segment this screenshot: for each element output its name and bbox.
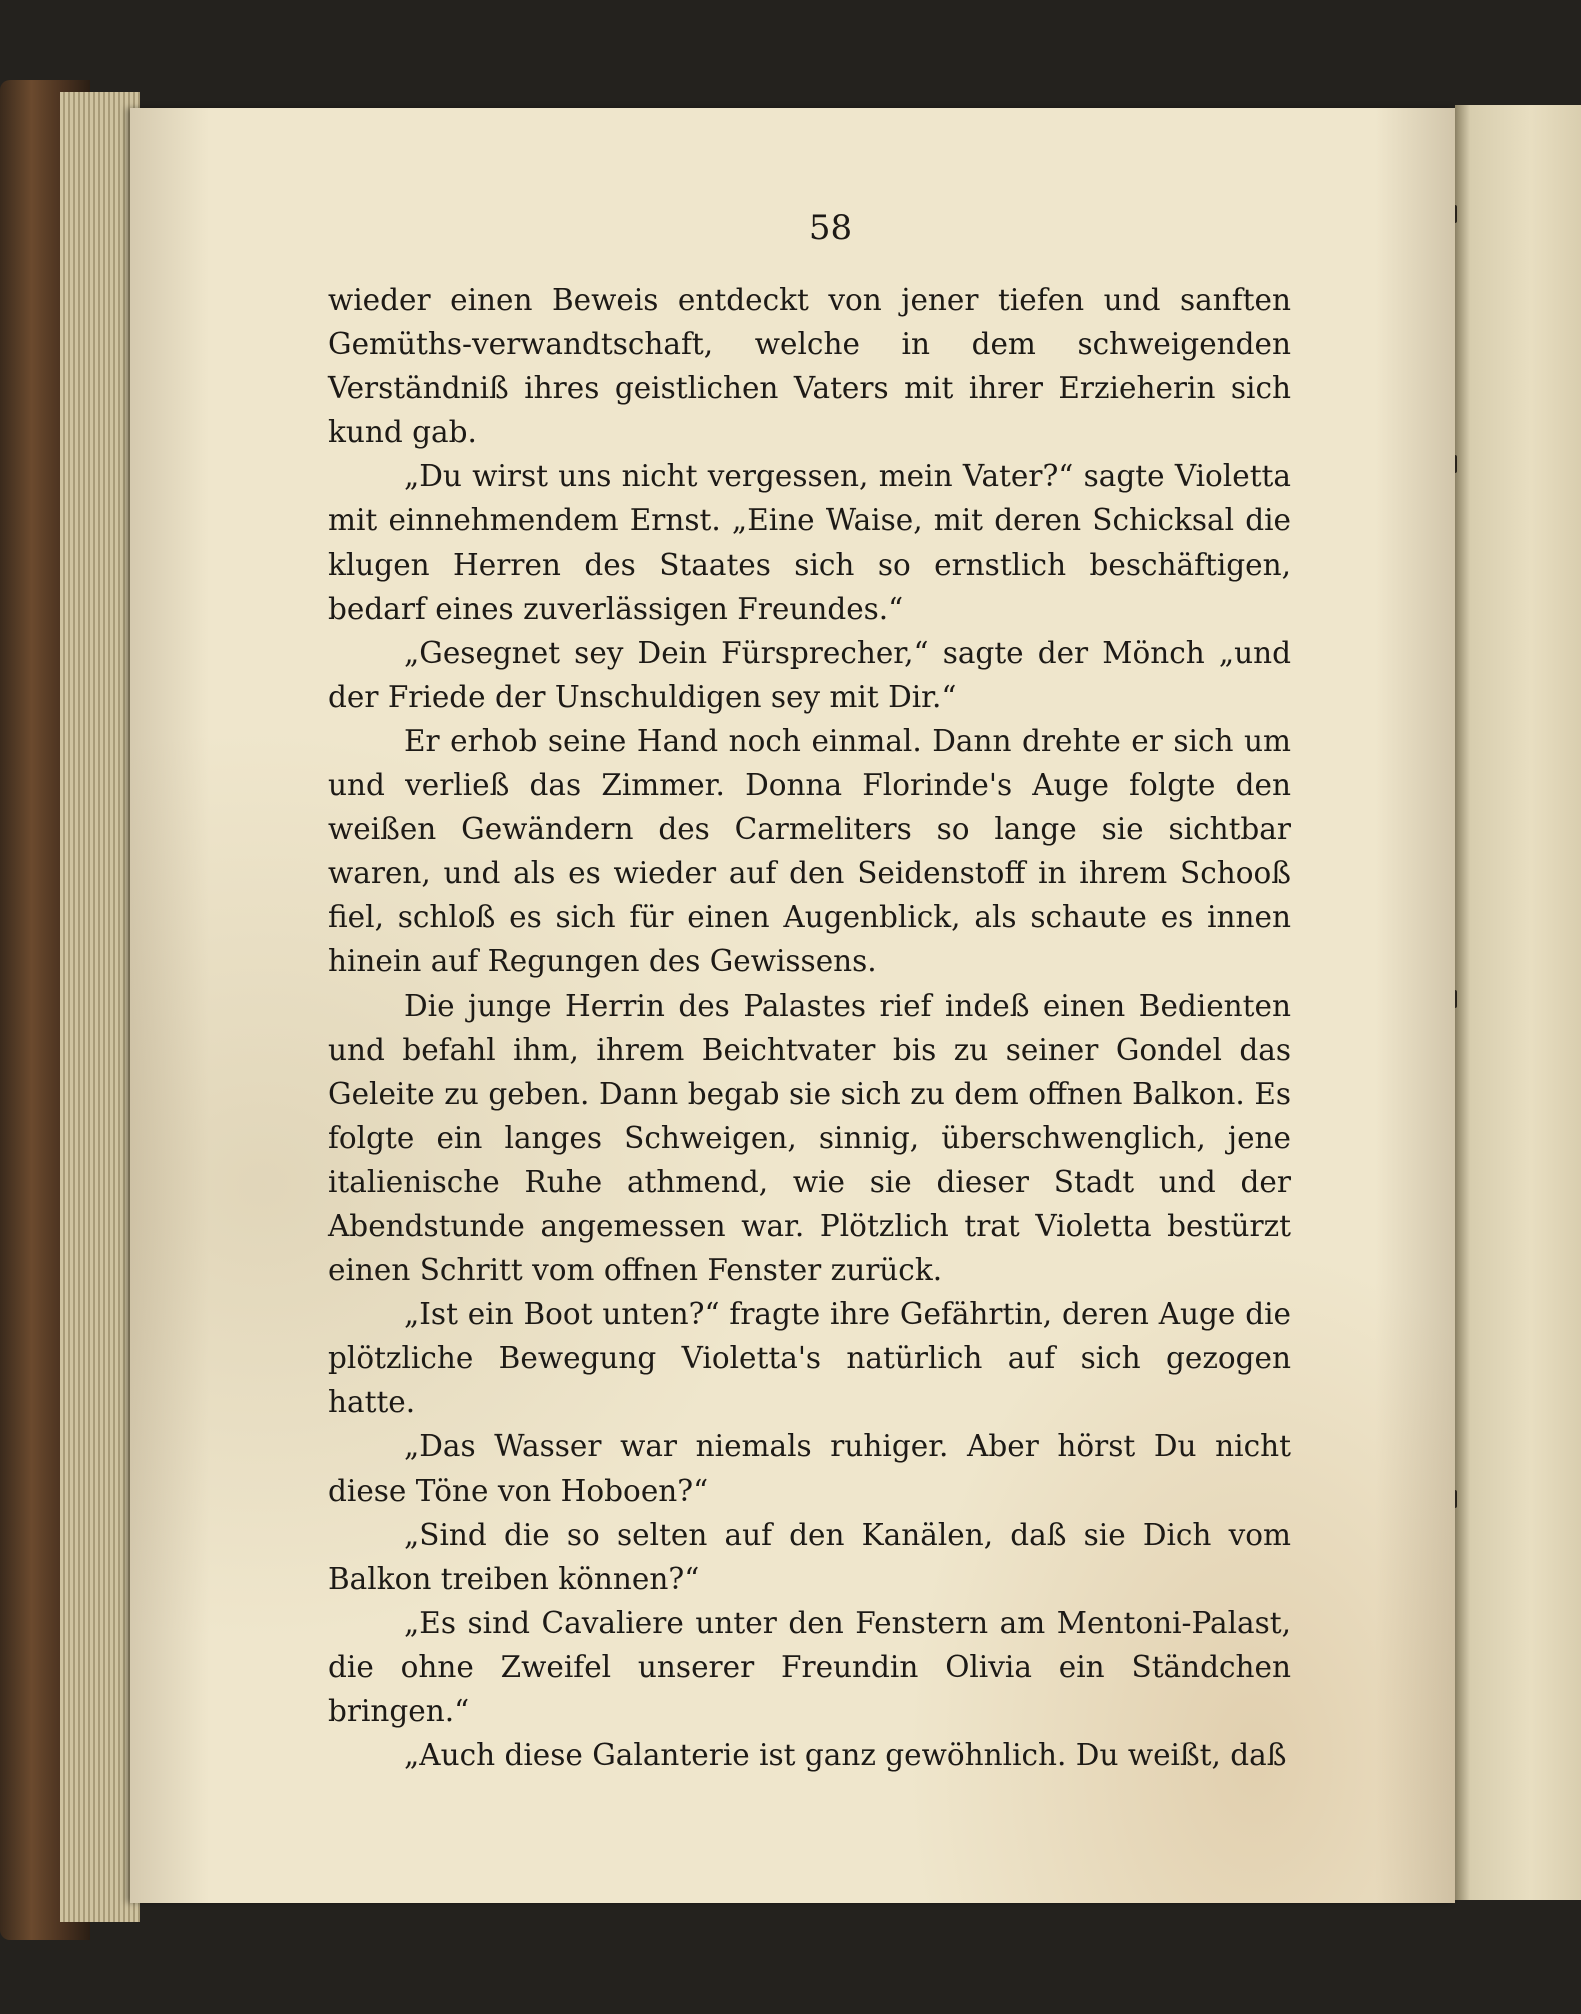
paragraph: „Auch diese Galanterie ist ganz gewöhnlich. Du weißt, daß [404,1738,1287,1773]
paragraph: „Das Wasser war niemals ruhiger. Aber hörst Du nicht diese Töne von Hoboen?“ [328,1429,1291,1508]
page-edges [60,92,140,1922]
body-text [328,278,1291,1777]
paragraph: „Gesegnet sey Dein Fürsprecher,“ sagte der Mönch „und der Friede der Unschuldigen sey mit Dir.“ [328,635,1291,714]
page-number: 58 [808,208,853,248]
paragraph: wieder einen Beweis entdeckt von jener tiefen und sanften Gemüths-verwandtschaft, welche in dem schweigenden Verständniß ihres geistlichen Vaters mit ihrer Erzieherin sich kund gab. [328,283,1291,450]
paragraph: „Sind die so selten auf den Kanälen, daß sie Dich vom Balkon treiben können?“ [328,1517,1291,1596]
paragraph: „Ist ein Boot unten?“ fragte ihre Gefährtin, deren Auge die plötzliche Bewegung Violetta's natürlich auf sich gezogen hatte. [328,1297,1291,1420]
paragraph: Er erhob seine Hand noch einmal. Dann drehte er sich um und verließ das Zimmer. Donna Florinde's Auge folgte den weißen Gewändern des Carmeliters so lange sie sichtbar waren, und als es wieder auf den Seidenstoff in ihrem Schooß fiel, schloß es sich für einen Augenblick, als schaute es innen hinein auf Regungen des Gewissens. [328,723,1291,979]
book-page [130,108,1455,1903]
paragraph: „Es sind Cavaliere unter den Fenstern am Mentoni-Palast, die ohne Zweifel unserer Freundin Olivia ein Ständchen bringen.“ [328,1605,1291,1728]
paragraph: Die junge Herrin des Palastes rief indeß einen Bedienten und befahl ihm, ihrem Beichtvater bis zu seiner Gondel das Geleite zu geben. Dann begab sie sich zu dem offnen Balkon. Es folgte ein langes Schweigen, sinnig, überschwenglich, jene italienische Ruhe athmend, wie sie dieser Stadt und der Abendstunde angemessen war. Plötzlich trat Violetta bestürzt einen Schritt vom offnen Fenster zurück. [328,988,1291,1288]
paragraph: „Du wirst uns nicht vergessen, mein Vater?“ sagte Violetta mit einnehmendem Ernst. „Eine Waise, mit deren Schicksal die klugen Herren des Staates sich so ernstlich beschäftigen, bedarf eines zuverlässigen Freundes.“ [328,459,1291,626]
facing-page [1455,105,1581,1900]
